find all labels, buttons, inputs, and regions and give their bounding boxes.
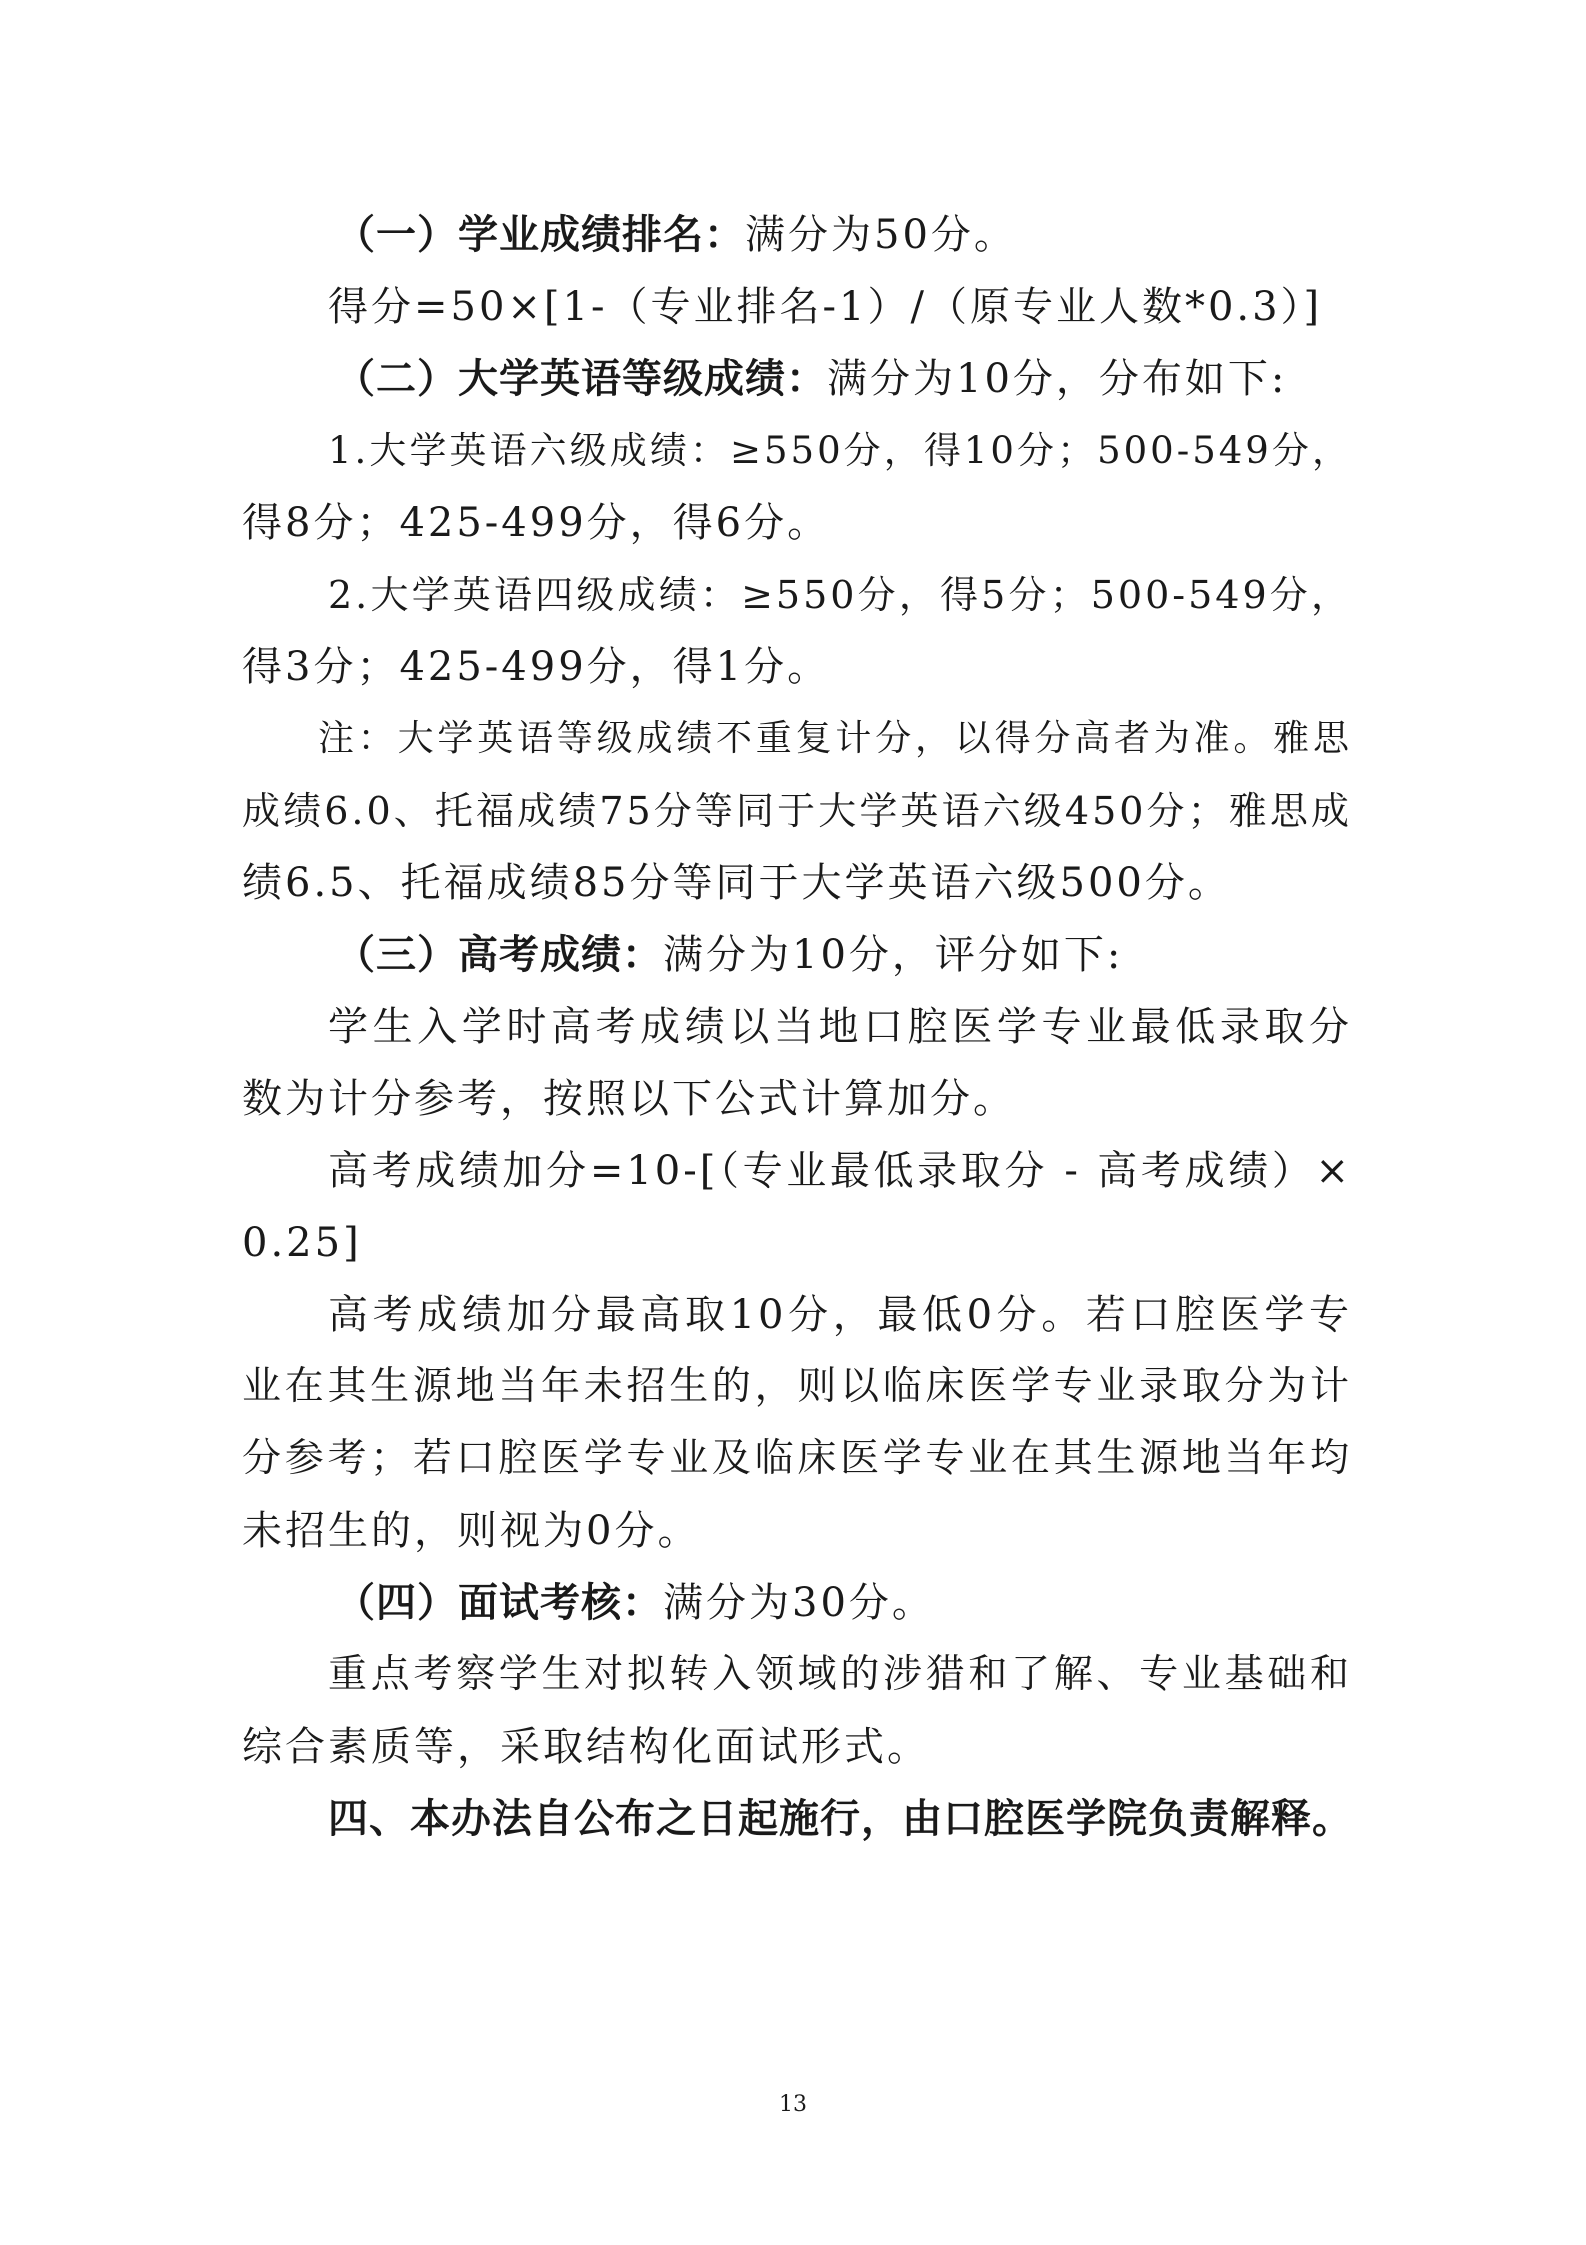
article-4-statement: 四、本办法自公布之日起施行，由口腔医学院负责解释。 (328, 1796, 1353, 1842)
section-3-score: 满分为10分，评分如下: (663, 932, 1124, 978)
section-3-heading (335, 923, 1445, 987)
section-4-heading (335, 1571, 1445, 1635)
gaokao-formula-line-2: 0.25] (242, 1220, 362, 1266)
cet4-rule-line-2: 得3分；425-499分，得1分。 (242, 644, 831, 690)
gaokao-rule-line-3: 分参考；若口腔医学专业及临床医学专业在其生源地当年均 (242, 1436, 1352, 1481)
note-line-3: 绩6.5、托福成绩85分等同于大学英语六级500分。 (242, 860, 1231, 906)
cet4-rule-line-1: 2.大学英语四级成绩：≥550分，得5分；500-549分， (328, 573, 1352, 617)
cet6-rule-line-2: 得8分；425-499分，得6分。 (242, 500, 831, 546)
cet6-rule-line-1: 1.大学英语六级成绩：≥550分，得10分；500-549分， (328, 429, 1352, 472)
gaokao-rule-line-2: 业在其生源地当年未招生的，则以临床医学专业录取分为计 (242, 1364, 1352, 1409)
section-1-title: （一）学业成绩排名： (335, 212, 745, 258)
section-1-score: 满分为50分。 (745, 212, 1017, 258)
section-2-heading (335, 347, 1445, 411)
gaokao-rule-line-1: 高考成绩加分最高取10分，最低0分。若口腔医学专 (328, 1292, 1352, 1338)
gaokao-rule-line-4: 未招生的，则视为0分。 (242, 1508, 701, 1554)
gaokao-formula-line-1: 高考成绩加分=10-[（专业最低录取分 - 高考成绩）× (328, 1148, 1352, 1194)
section-2-title: （二）大学英语等级成绩： (335, 356, 827, 402)
gaokao-desc-line-2: 数为计分参考，按照以下公式计算加分。 (242, 1076, 1016, 1122)
section-4-title: （四）面试考核： (335, 1580, 663, 1626)
section-2-score: 满分为10分，分布如下: (827, 356, 1288, 402)
section-3-title: （三）高考成绩： (335, 932, 663, 978)
note-line-1: 注：大学英语等级成绩不重复计分，以得分高者为准。雅思 (318, 718, 1352, 759)
section-1-heading (335, 203, 1445, 267)
interview-line-1: 重点考察学生对拟转入领域的涉猎和了解、专业基础和 (328, 1652, 1352, 1697)
page-number: 13 (779, 2092, 807, 2117)
note-line-2: 成绩6.0、托福成绩75分等同于大学英语六级450分；雅思成 (242, 789, 1352, 833)
formula-academic-rank: 得分=50×[1-（专业排名-1）/（原专业人数*0.3）] (328, 284, 1323, 330)
interview-line-2: 综合素质等，采取结构化面试形式。 (242, 1724, 930, 1770)
section-4-score: 满分为30分。 (663, 1580, 935, 1626)
gaokao-desc-line-1: 学生入学时高考成绩以当地口腔医学专业最低录取分 (328, 1004, 1352, 1050)
